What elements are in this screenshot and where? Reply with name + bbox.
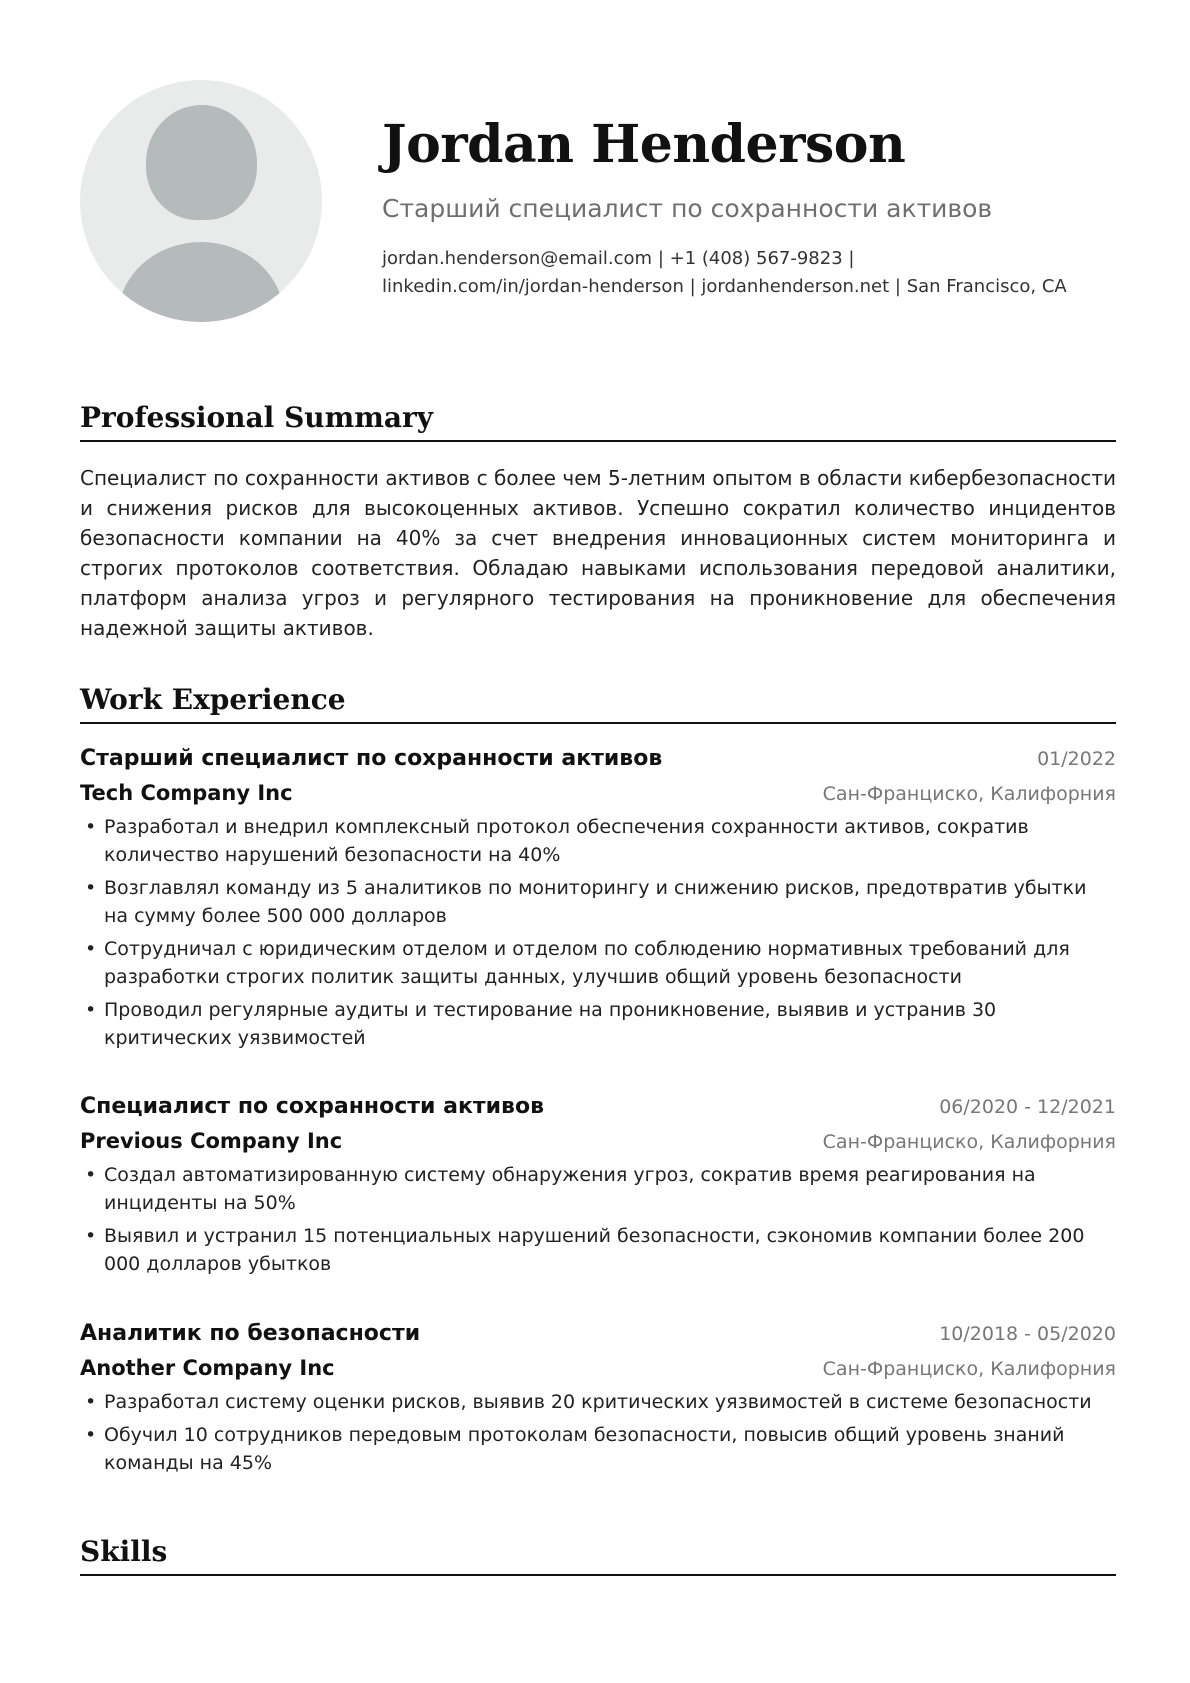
job-date: 10/2018 - 05/2020 (939, 1323, 1116, 1345)
job-bullet: • Сотрудничал с юридическим отделом и отделом по соблюдению нормативных требований для разработки строгих политик защиты данных, улучшив общий уровень безопасности (80, 935, 1116, 991)
contact-location: San Francisco, CA (906, 276, 1067, 297)
job-date: 01/2022 (1037, 748, 1116, 770)
avatar-head-shape (146, 105, 257, 220)
avatar-body-shape (118, 242, 284, 322)
job-bullet: • Разработал систему оценки рисков, выявив 20 критических уязвимостей в системе безопасности (80, 1388, 1116, 1416)
contact-website[interactable]: jordanhenderson.net (701, 276, 890, 297)
job-bullet: • Возглавлял команду из 5 аналитиков по мониторингу и снижению рисков, предотвратив убытки на сумму более 500 000 долларов (80, 874, 1116, 930)
job-bullet: • Создал автоматизированную систему обнаружения угроз, сократив время реагирования на инциденты на 50% (80, 1161, 1116, 1217)
job-title: Старший специалист по сохранности активов (80, 746, 663, 771)
avatar (80, 80, 322, 322)
job-company: Previous Company Inc (80, 1129, 343, 1153)
contact-separator: | (683, 276, 702, 297)
job-header-row (80, 1090, 1116, 1124)
section-title-experience: Work Experience (80, 680, 1116, 724)
job-bullet: • Обучил 10 сотрудников передовым протоколам безопасности, повысив общий уровень знаний команды на 45% (80, 1421, 1116, 1477)
job-company: Tech Company Inc (80, 781, 293, 805)
section-title-skills: Skills (80, 1532, 1116, 1576)
job-header-row (80, 1317, 1116, 1351)
contact-separator: | (652, 248, 670, 269)
job-location: Сан-Франциско, Калифорния (822, 1131, 1116, 1153)
job-location: Сан-Франциско, Калифорния (822, 783, 1116, 805)
job-bullet: • Проводил регулярные аудиты и тестирование на проникновение, выявив и устранив 30 критических уязвимостей (80, 996, 1116, 1052)
job-title: Специалист по сохранности активов (80, 1094, 545, 1119)
contact-info (382, 245, 1122, 301)
contact-separator: | (842, 248, 855, 269)
job-location: Сан-Франциско, Калифорния (822, 1358, 1116, 1380)
job-bullet: • Разработал и внедрил комплексный протокол обеспечения сохранности активов, сократив количество нарушений безопасности на 40% (80, 813, 1116, 869)
job-bullets (80, 813, 1116, 1052)
job-bullets (80, 1161, 1116, 1278)
job-title: Аналитик по безопасности (80, 1321, 421, 1346)
section-title-summary: Professional Summary (80, 398, 1116, 442)
candidate-name: Jordan Henderson (382, 114, 906, 175)
job-entry (80, 1090, 1116, 1283)
job-entry (80, 742, 1116, 1057)
job-bullets (80, 1388, 1116, 1477)
job-bullet: • Выявил и устранил 15 потенциальных нарушений безопасности, сэкономив компании более 200 000 долларов убытков (80, 1222, 1116, 1278)
summary-text: Специалист по сохранности активов с более чем 5-летним опытом в области кибербезопасности и снижения рисков для высокоценных активов. Успешно сократил количество инцидентов безопасности компании на 40% за счет внедрения инновационных систем мониторинга и строгих протоколов соответствия. Обладаю навыками использования передовой аналитики, платформ анализа угроз и регулярного тестирования на проникновение для обеспечения надежной защиты активов. (80, 466, 1116, 640)
contact-phone[interactable]: +1 (408) 567-9823 (669, 248, 843, 269)
job-company: Another Company Inc (80, 1356, 335, 1380)
job-company-row (80, 1351, 1116, 1386)
job-entry (80, 1317, 1116, 1482)
job-date: 06/2020 - 12/2021 (939, 1096, 1116, 1118)
contact-separator: | (889, 276, 907, 297)
contact-email[interactable]: jordan.henderson@email.com (382, 248, 653, 269)
job-company-row (80, 1124, 1116, 1159)
contact-linkedin[interactable]: linkedin.com/in/jordan-henderson (382, 276, 684, 297)
candidate-role: Старший специалист по сохранности активов (382, 194, 993, 223)
job-header-row (80, 742, 1116, 776)
job-company-row (80, 776, 1116, 811)
